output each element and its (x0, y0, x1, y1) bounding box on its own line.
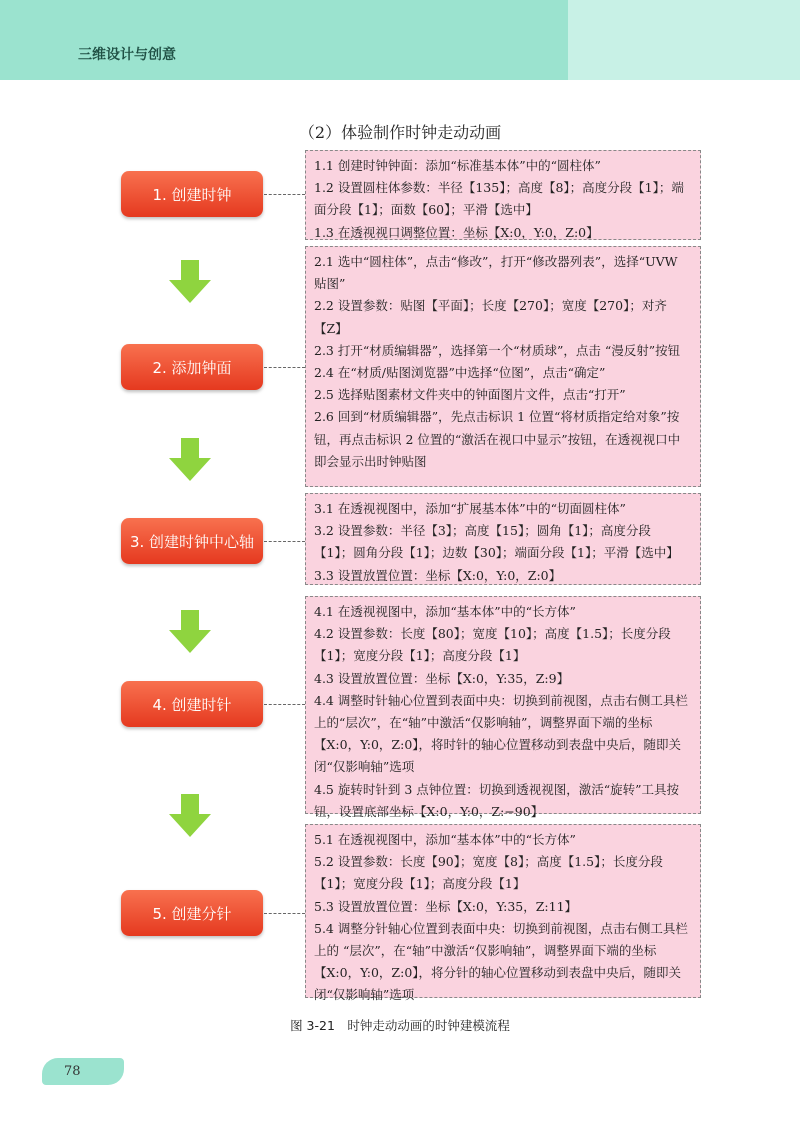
section-title: （2）体验制作时钟走动动画 (298, 123, 502, 142)
page-header-accent (568, 0, 800, 80)
down-arrow-icon (168, 610, 212, 654)
instruction-line: 5.4 调整分针轴心位置到表面中央：切换到前视图，点击右侧工具栏上的 “层次”，在“轴”中激活“仅影响轴”，调整界面下端的坐标【X:0，Y:0，Z:0】，将分针的轴心位置移动到表盘中央后，随即关闭“仅影响轴”选项 (314, 920, 688, 1003)
down-arrow-icon (168, 260, 212, 304)
step-3-instructions (305, 493, 701, 585)
step-1-instructions (305, 150, 701, 240)
step-3-connector (264, 541, 305, 542)
instruction-line: 2.4 在“材质/贴图浏览器”中选择“位图”，点击“确定” (314, 365, 606, 381)
instruction-line: 5.3 设置放置位置：坐标【X:0，Y:35，Z:11】 (314, 898, 578, 914)
instruction-line: 4.3 设置放置位置：坐标【X:0，Y:35，Z:9】 (314, 670, 570, 686)
instruction-line: 3.1 在透视视图中，添加“扩展基本体”中的“切面圆柱体” (314, 501, 626, 516)
instruction-line: 5.1 在透视视图中，添加“基本体”中的“长方体” (314, 832, 576, 847)
instruction-line: 1.2 设置圆柱体参数：半径【135】；高度【8】；高度分段【1】；端面分段【1】；面数【60】；平滑【选中】 (314, 180, 684, 218)
instruction-line: 5.2 设置参数：长度【90】；宽度【8】；高度【1.5】；长度分段【1】；宽度分段【1】；高度分段【1】 (314, 854, 663, 892)
step-1-connector (264, 194, 305, 195)
step-4-instructions (305, 596, 701, 819)
instruction-line: 1.1 创建时钟钟面：添加“标准基本体”中的“圆柱体” (314, 158, 601, 173)
step-2-connector (264, 367, 305, 368)
step-3-label: 3. 创建时钟中心轴 (121, 518, 263, 564)
instruction-line: 3.2 设置参数：半径【3】；高度【15】；圆角【1】；高度分段 【1】；圆角分段【1】；边数【30】；端面分段【1】；平滑【选中】 (314, 523, 679, 561)
instruction-line: 1.3 在透视视口调整位置：坐标【X:0，Y:0，Z:0】 (314, 224, 599, 240)
step-5-label: 5. 创建分针 (121, 890, 263, 936)
instruction-line: 4.5 旋转时针到 3 点钟位置：切换到透视视图，激活“旋转”工具按钮，设置底部坐标【X:0，Y:0，Z:−90】 (314, 781, 680, 819)
instruction-line: 2.6 回到“材质编辑器”，先点击标识 1 位置“将材质指定给对象”按钮，再点击标识 2 位置的“激活在视口中显示”按钮，在透视视口中即会显示出时钟贴图 (314, 409, 681, 469)
instruction-line: 2.1 选中“圆柱体”，点击“修改”，打开“修改器列表”，选择“UVW 贴图” (314, 254, 678, 292)
step-5-instructions (305, 824, 701, 1003)
figure-caption: 图 3-21 时钟走动动画的时钟建模流程 (290, 1018, 510, 1033)
page-number: 78 (64, 1064, 81, 1079)
instruction-line: 3.3 设置放置位置：坐标【X:0，Y:0，Z:0】 (314, 567, 562, 583)
step-4-connector (264, 704, 305, 705)
step-2-instructions (305, 246, 701, 487)
instruction-line: 4.1 在透视视图中，添加“基本体”中的“长方体” (314, 604, 576, 619)
instruction-line: 2.5 选择贴图素材文件夹中的钟面图片文件，点击“打开” (314, 387, 626, 403)
step-5-connector (264, 913, 305, 914)
step-4-label: 4. 创建时针 (121, 681, 263, 727)
instruction-line: 4.4 调整时针轴心位置到表面中央：切换到前视图，点击右侧工具栏上的“层次”，在“轴”中激活“仅影响轴”，调整界面下端的坐标【X:0，Y:0，Z:0】，将时针的轴心位置移动到表盘中央后，随即关闭“仅影响轴”选项 (314, 692, 688, 775)
instruction-line: 2.2 设置参数：贴图【平面】；长度【270】；宽度【270】；对齐【Z】 (314, 298, 667, 336)
instruction-line: 2.3 打开“材质编辑器”，选择第一个“材质球”，点击 “漫反射”按钮 (314, 342, 681, 358)
step-1-label: 1. 创建时钟 (121, 171, 263, 217)
instruction-line: 4.2 设置参数：长度【80】；宽度【10】；高度【1.5】；长度分段【1】；宽度分段【1】；高度分段【1】 (314, 626, 671, 664)
down-arrow-icon (168, 438, 212, 482)
page-number-tab (42, 1058, 124, 1085)
down-arrow-icon (168, 794, 212, 838)
running-header-title: 三维设计与创意 (78, 47, 176, 63)
step-2-label: 2. 添加钟面 (121, 344, 263, 390)
